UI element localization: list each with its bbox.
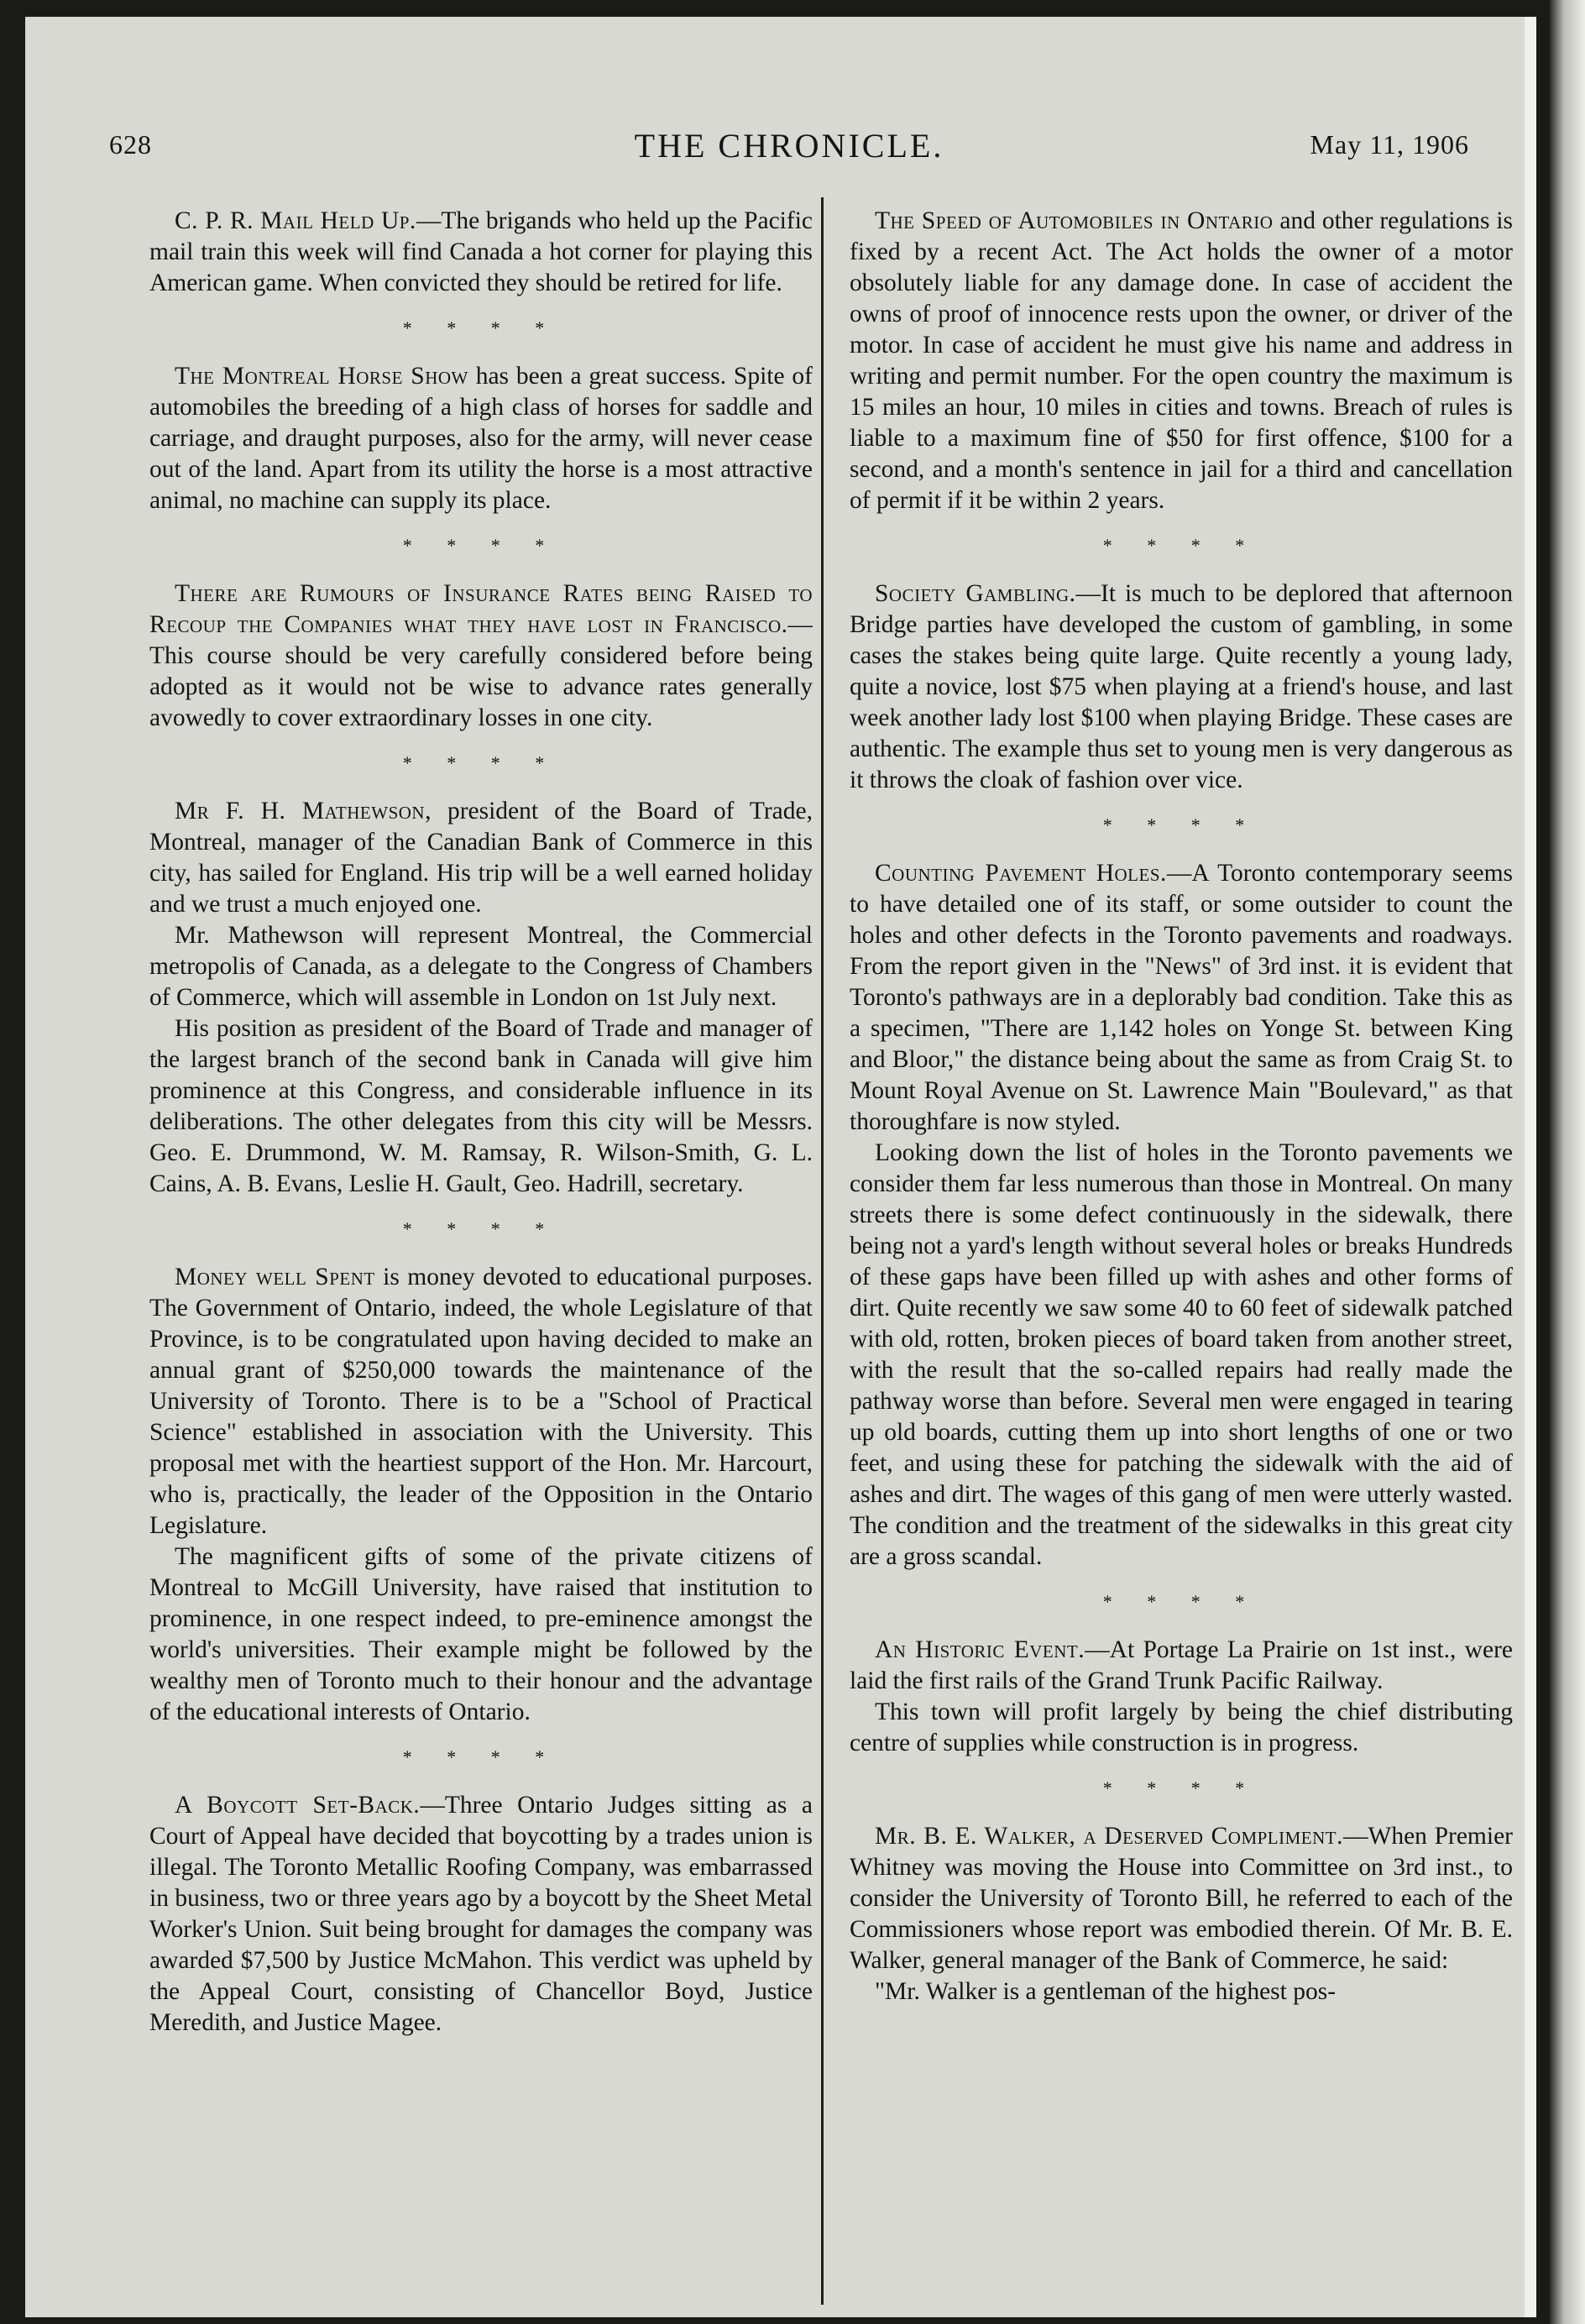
article-heading: There are Rumours of Insurance Rates being Raised to Recoup the Companies what they have lost in Francisco.: [149, 580, 813, 638]
article-mathewson: [149, 796, 813, 1200]
separator-stars: * * * *: [1102, 1777, 1260, 1798]
separator-stars: * * * *: [402, 1746, 560, 1767]
article-paragraph: This town will profit largely by being the chief distributing centre of supplies while construction is in progress.: [850, 1699, 1513, 1756]
article-body: has been a great success. Spite of automobiles the breeding of a high class of horses for saddle and carriage, and draught purposes, also for the army, will never cease out of the land. Apart from its utility the horse is a most attractive animal, no machine can supply its place.: [149, 363, 813, 514]
newspaper-page: [25, 17, 1536, 2317]
article-horse-show: [149, 361, 813, 516]
article-boycott: [149, 1790, 813, 2039]
article-society-gambling: [850, 578, 1513, 796]
article-body: —This course should be very carefully considered before being adopted as it would not be wise to advance rates generally avowedly to cover extraordinary losses in one city.: [149, 611, 813, 731]
article-money-well-spent: [149, 1262, 813, 1728]
page-number: 628: [109, 129, 152, 160]
article-heading: The Montreal Horse Show: [175, 363, 468, 390]
article-body: president of the Board of Trade, Montreal, manager of the Canadian Bank of Commerce in this city, has sailed for England. His trip will be a well earned holiday and we trust a much enjoyed one.: [149, 798, 813, 918]
article-heading: A Boycott Set-Back.: [175, 1792, 421, 1819]
publication-title: THE CHRONICLE.: [634, 127, 944, 165]
separator-stars: * * * *: [402, 317, 560, 338]
article-heading: Society Gambling.: [875, 580, 1076, 607]
article-paragraph: "Mr. Walker is a gentleman of the highest pos-: [875, 1978, 1337, 2005]
article-body: —When Premier Whitney was moving the House into Committee on 3rd inst., to consider the University of Toronto Bill, he referred to each of the Commissioners whose report was embodied therein. Of Mr. B. E. Walker, general manager of the Bank of Commerce, he said:: [850, 1823, 1513, 1974]
article-heading: C. P. R. Mail Held Up.: [175, 207, 416, 234]
article-body: —It is much to be deplored that afternoon Bridge parties have developed the custom of gambling, in some cases the stakes being quite large. Quite recently a young lady, quite a novice, lost $75 when playing at a friend's house, and last week another lady lost $100 when playing Bridge. These cases are authentic. The example thus set to young men is very dangerous as it throws the cloak of fashion over vice.: [850, 580, 1513, 793]
article-paragraph: His position as president of the Board of Trade and manager of the largest branch of the second bank in Canada will give him prominence at this Congress, and considerable influence in its deliberations. The other delegates from this city will be Messrs. Geo. E. Drummond, W. M. Ramsay, R. Wilson-Smith, G. L. Cains, A. B. Evans, Leslie H. Gault, Geo. Hadrill, secretary.: [149, 1015, 813, 1197]
article-heading: Mr. B. E. Walker, a Deserved Compliment.: [875, 1823, 1343, 1850]
article-heading: An Historic Event.: [875, 1636, 1085, 1663]
separator-stars: * * * *: [402, 1218, 560, 1239]
article-heading: The Speed of Automobiles in Ontario: [875, 207, 1274, 234]
article-paragraph: Mr. Mathewson will represent Montreal, the Commercial metropolis of Canada, as a delegate to the Congress of Chambers of Commerce, which will assemble in London on 1st July next.: [149, 922, 813, 1011]
separator-stars: * * * *: [1102, 1591, 1260, 1612]
issue-date: May 11, 1906: [1310, 129, 1469, 160]
article-body: —The brigands who held up the Pacific mail train this week will find Canada a hot corner for playing this American game. When convicted they should be retired for life.: [149, 207, 813, 296]
right-column: [850, 206, 1513, 2305]
page-header: [109, 118, 1469, 168]
article-body: —Three Ontario Judges sitting as a Court of Appeal have decided that boycotting by a trades union is illegal. The Toronto Metallic Roofing Company, was embarrassed in business, two or three years ago by a boycott by the Sheet Metal Worker's Union. Suit being brought for damages the company was awarded $7,500 by Justice McMahon. This verdict was upheld by the Appeal Court, consisting of Chancellor Boyd, Justice Meredith, and Justice Magee.: [149, 1792, 813, 2036]
separator-stars: * * * *: [1102, 535, 1260, 556]
article-automobile-speed: [850, 206, 1513, 516]
article-body: and other regulations is fixed by a recent Act. The Act holds the owner of a motor obsolutely liable for any damage done. In case of accident the owns of proof of innocence rests upon the owner, or driver of the motor. In case of accident he must give his name and address in writing and permit number. For the open country the maximum is 15 miles an hour, 10 miles in cities and towns. Breach of rules is liable to a maximum fine of $50 for first offence, $100 for a second, and a month's sentence in jail for a third and cancellation of permit if it be within 2 years.: [850, 207, 1513, 514]
article-paragraph: The magnificent gifts of some of the private citizens of Montreal to McGill University, have raised that institution to prominence, in one respect indeed, to pre-eminence amongst the world's universities. Their example might be followed by the wealthy men of Toronto much to their honour and the advantage of the educational interests of Ontario.: [149, 1543, 813, 1725]
article-heading: Money well Spent: [175, 1264, 375, 1290]
adjacent-page-edge: [1550, 0, 1585, 2324]
article-body: is money devoted to educational purposes. The Government of Ontario, indeed, the whole Legislature of that Province, is to be congratulated upon having decided to make an annual grant of $250,000 towards the maintenance of the University of Toronto. There is to be a "School of Practical Science" established in association with the University. This proposal met with the heartiest support of the Hon. Mr. Harcourt, who is, practically, the leader of the Opposition in the Ontario Legislature.: [149, 1264, 813, 1539]
article-body: —A Toronto contemporary seems to have detailed one of its staff, or some outsider to count the holes and other defects in the Toronto pavements and roadways. From the report given in the "News" of 3rd inst. it is evident that Toronto's pathways are in a deplorably bad condition. Take this as a specimen, "There are 1,142 holes on Yonge St. between King and Bloor," the distance being about the same as from Craig St. to Mount Royal Avenue on St. Lawrence Main "Boulevard," as that thoroughfare is now styled.: [850, 860, 1513, 1135]
article-paragraph: Looking down the list of holes in the Toronto pavements we consider them far less numerous than those in Montreal. On many streets there is some defect continuously in the sidewalk, there being not a yard's length without several holes or breaks Hundreds of these gaps have been filled up with ashes and other forms of dirt. Quite recently we saw some 40 to 60 feet of sidewalk patched with old, rotten, broken pieces of board taken from another street, with the result that the so-called repairs had really made the pathway worse than before. Several men were engaged in tearing up old boards, cutting them up into short lengths of one or two feet, and using these for patching the sidewalk with the aid of ashes and dirt. The wages of this gang of men were utterly wasted. The condition and the treatment of the sidewalks in this great city are a gross scandal.: [850, 1139, 1513, 1570]
separator-stars: * * * *: [1102, 814, 1260, 835]
separator-stars: * * * *: [402, 535, 560, 556]
article-body: —At Portage La Prairie on 1st inst., were laid the first rails of the Grand Trunk Pacific Railway.: [850, 1636, 1513, 1694]
article-pavement-holes: [850, 858, 1513, 1573]
article-heading: Counting Pavement Holes.: [875, 860, 1167, 887]
article-insurance-rates: [149, 578, 813, 734]
article-cpr-mail: [149, 206, 813, 299]
column-divider: [821, 197, 824, 2305]
article-heading: Mr F. H. Mathewson,: [175, 798, 432, 824]
article-walker-compliment: [850, 1821, 1513, 2007]
article-historic-event: [850, 1635, 1513, 1759]
left-column: [149, 206, 813, 2305]
separator-stars: * * * *: [402, 752, 560, 773]
